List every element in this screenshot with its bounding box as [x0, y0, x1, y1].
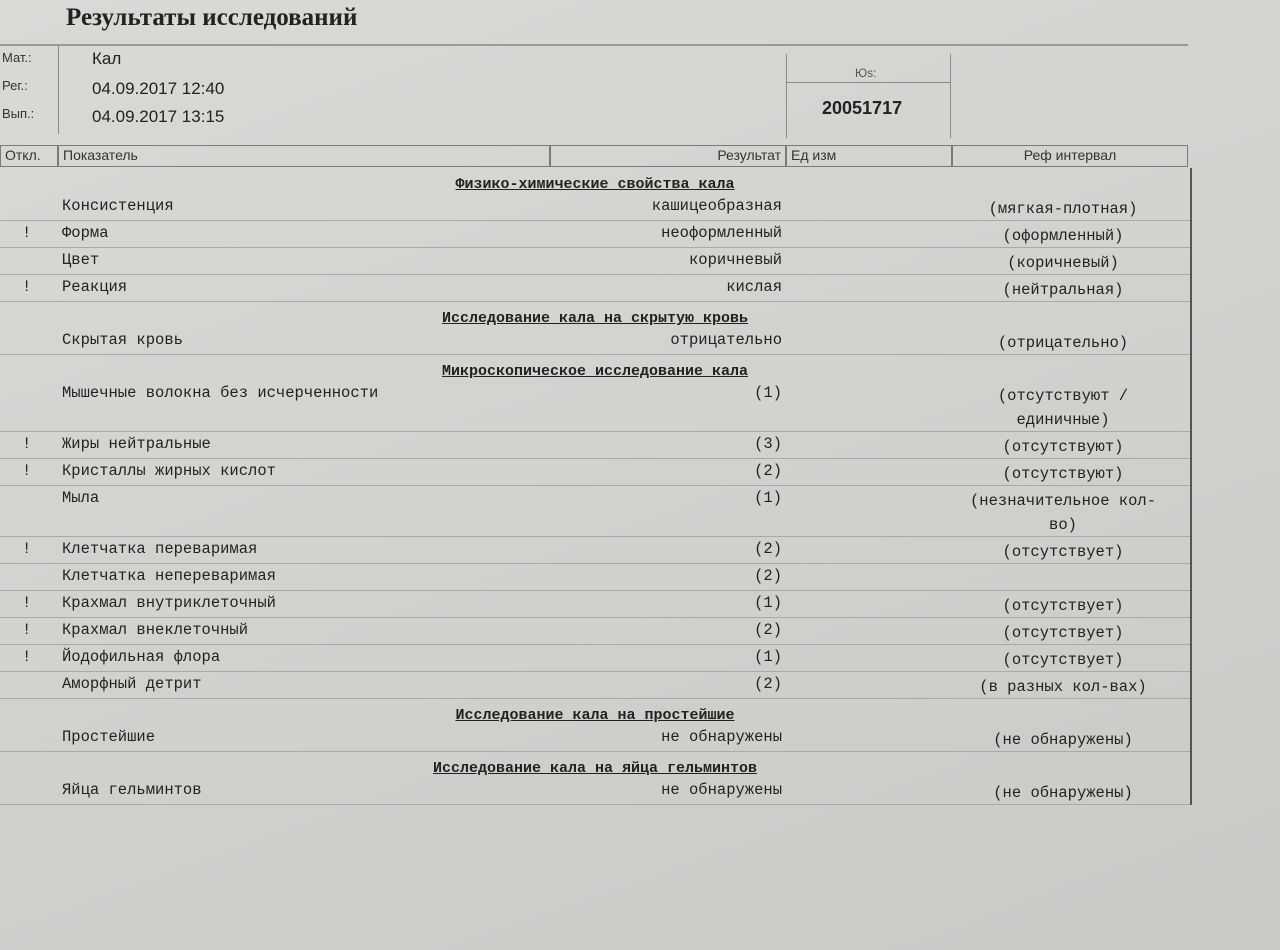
registered-value: 04.09.2017 12:40: [92, 79, 225, 98]
section-title: Исследование кала на скрытую кровь: [441, 310, 749, 327]
col-result: Результат: [550, 145, 786, 167]
indicator-name: Яйца гельминтов: [62, 781, 202, 799]
result-row: [0, 328, 1190, 355]
section-title: Микроскопическое исследование кала: [441, 363, 749, 380]
reference-range: (незначительное кол-во): [969, 492, 1157, 534]
indicator-name: Крахмал внутриклеточный: [62, 594, 276, 612]
issued-value: 04.09.2017 13:15: [92, 107, 225, 126]
page-title: Результаты исследований: [66, 4, 358, 31]
result-row: [0, 645, 1190, 672]
indicator-name: Скрытая кровь: [62, 331, 183, 349]
result-value: (1): [754, 648, 782, 666]
result-value: (2): [754, 540, 782, 558]
reference-range: (не обнаружены): [993, 731, 1133, 749]
indicator-name: Консистенция: [62, 197, 174, 215]
deviation-flag: !: [22, 435, 32, 453]
section-title: Исследование кала на простейшие: [455, 707, 735, 724]
section-header: [0, 355, 1190, 381]
result-value: не обнаружены: [661, 728, 782, 746]
result-value: (2): [754, 675, 782, 693]
indicator-name: Жиры нейтральные: [62, 435, 211, 453]
result-value: неоформленный: [661, 224, 782, 242]
result-row: [0, 591, 1190, 618]
result-row: [0, 778, 1190, 805]
deviation-flag: !: [22, 648, 32, 666]
reference-range: (отсутствует): [1002, 543, 1124, 561]
result-value: кислая: [726, 278, 782, 296]
result-value: не обнаружены: [661, 781, 782, 799]
result-row: [0, 381, 1190, 432]
reference-range: (в разных кол-вах): [979, 678, 1147, 696]
result-row: [0, 432, 1190, 459]
result-value: (1): [754, 384, 782, 402]
deviation-flag: !: [22, 621, 32, 639]
col-deviation: Откл.: [0, 145, 58, 167]
section-header: [0, 699, 1190, 725]
result-row: [0, 537, 1190, 564]
result-row: [0, 194, 1190, 221]
result-row: [0, 564, 1190, 591]
deviation-flag: !: [22, 278, 32, 296]
reference-range: (отрицательно): [997, 334, 1129, 352]
result-row: [0, 672, 1190, 699]
material-label: Мат.:: [2, 50, 32, 65]
result-row: [0, 459, 1190, 486]
indicator-name: Цвет: [62, 251, 100, 269]
result-value: кашицеобразная: [651, 197, 782, 215]
result-value: (2): [754, 567, 782, 585]
result-value: (1): [754, 489, 782, 507]
indicator-name: Кристаллы жирных кислот: [62, 462, 276, 480]
header-divider: [58, 46, 59, 134]
section-header: [0, 752, 1190, 778]
indicator-name: Клетчатка переваримая: [62, 540, 258, 558]
result-value: (1): [754, 594, 782, 612]
reference-range: (отсутствует): [1002, 624, 1124, 642]
reference-range: (отсутствуют / единичные): [997, 387, 1129, 429]
id-value: 20051717: [822, 98, 903, 118]
header-divider: [786, 82, 950, 83]
reference-range: (отсутствуют): [1002, 465, 1124, 483]
header-divider: [786, 54, 787, 138]
col-indicator: Показатель: [58, 145, 550, 167]
results-table: [0, 168, 1192, 805]
reference-range: (отсутствует): [1002, 597, 1124, 615]
reference-range: (не обнаружены): [993, 784, 1133, 802]
deviation-flag: !: [22, 540, 32, 558]
section-title: Физико-химические свойства кала: [455, 176, 735, 193]
indicator-name: Простейшие: [62, 728, 156, 746]
result-row: [0, 221, 1190, 248]
reference-range: (нейтральная): [1002, 281, 1124, 299]
col-ref: Реф интервал: [952, 145, 1188, 167]
result-value: коричневый: [688, 251, 782, 269]
report-header: [0, 44, 1188, 136]
result-row: [0, 486, 1190, 537]
result-row: [0, 275, 1190, 302]
id-label: Юs:: [855, 66, 877, 80]
header-divider: [950, 54, 951, 138]
registered-label: Рег.:: [2, 78, 28, 93]
section-header: [0, 302, 1190, 328]
result-row: [0, 618, 1190, 645]
deviation-flag: !: [22, 224, 32, 242]
indicator-name: Мыла: [62, 489, 100, 507]
result-value: отрицательно: [670, 331, 782, 349]
reference-range: (коричневый): [1007, 254, 1119, 272]
indicator-name: Крахмал внеклеточный: [62, 621, 249, 639]
material-value: Кал: [92, 49, 122, 68]
result-value: (2): [754, 462, 782, 480]
result-row: [0, 248, 1190, 275]
result-value: (2): [754, 621, 782, 639]
indicator-name: Клетчатка непереваримая: [62, 567, 276, 585]
section-header: [0, 168, 1190, 194]
indicator-name: Мышечные волокна без исчерченности: [62, 384, 379, 402]
issued-label: Вып.:: [2, 106, 35, 121]
result-row: [0, 725, 1190, 752]
section-title: Исследование кала на яйца гельминтов: [432, 760, 758, 777]
reference-range: (мягкая-плотная): [988, 200, 1138, 218]
reference-range: (отсутствуют): [1002, 438, 1124, 456]
reference-range: (оформленный): [1002, 227, 1124, 245]
deviation-flag: !: [22, 594, 32, 612]
result-value: (3): [754, 435, 782, 453]
deviation-flag: !: [22, 462, 32, 480]
indicator-name: Реакция: [62, 278, 128, 296]
indicator-name: Аморфный детрит: [62, 675, 202, 693]
reference-range: (отсутствует): [1002, 651, 1124, 669]
indicator-name: Форма: [62, 224, 109, 242]
indicator-name: Йодофильная флора: [62, 648, 221, 666]
col-unit: Ед изм: [786, 145, 952, 167]
